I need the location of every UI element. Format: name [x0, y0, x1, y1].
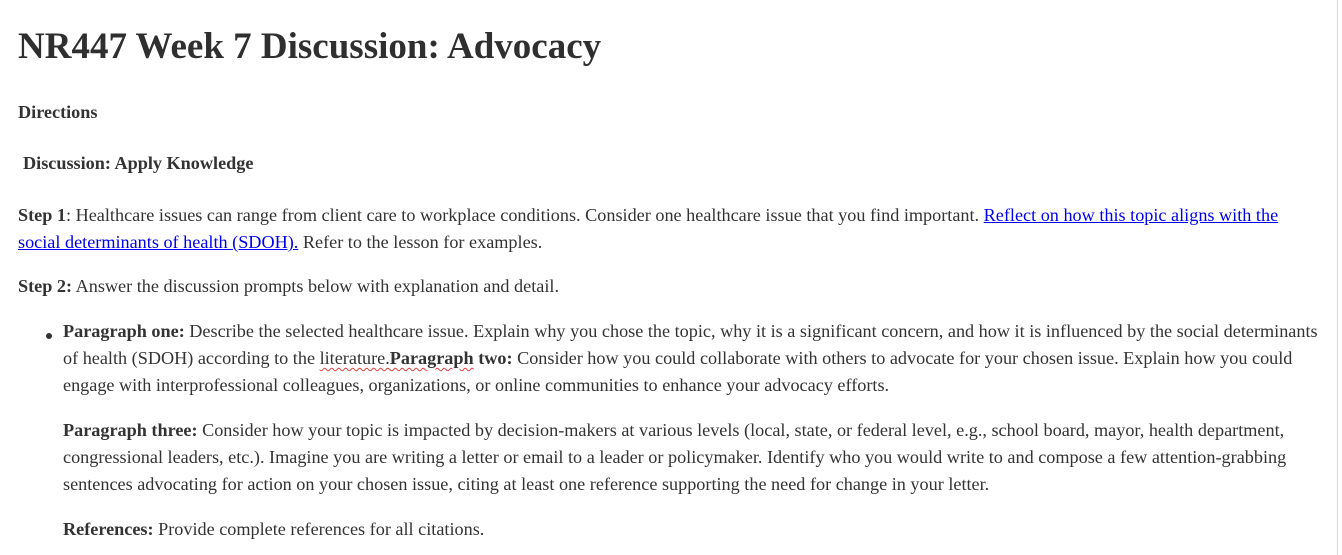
step2-label: Step 2:	[18, 276, 73, 296]
paragraph-two-text: Consider how you could collaborate with others to advocate for your chosen issue. Explain how you could engage with interprofessional colleagues, organizations, or online communities to enhance your advocacy efforts.	[63, 348, 1293, 395]
paragraph-one-item	[63, 318, 1325, 399]
directions-heading: Directions	[18, 102, 98, 122]
sdoh-link[interactable]: Reflect on how this topic aligns with the social determinants of health (SDOH).	[18, 205, 1279, 252]
spellcheck-word: literature.	[319, 348, 390, 368]
step2-paragraph	[18, 273, 559, 300]
paragraph-three	[63, 417, 1325, 498]
step1-text: : Healthcare issues can range from client care to workplace conditions. Consider one healthcare issue that you find important.	[66, 205, 984, 225]
references-text: Provide complete references for all citations.	[153, 519, 485, 539]
paragraph-two-label-rest: two:	[473, 348, 513, 368]
step1-paragraph	[18, 202, 1324, 256]
paragraph-three-text: Consider how your topic is impacted by decision-makers at various levels (local, state, or federal level, e.g., school board, mayor, health department, congressional leaders, etc.). Imagine you are writing a letter or email to a leader or policymaker. Identify who you would write to and compose a few attention-grabbing sentences advocating for action on your chosen issue, citing at least one reference supporting the need for change in your letter.	[63, 420, 1287, 494]
step2-text: Answer the discussion prompts below with explanation and detail.	[72, 276, 560, 296]
bullet-dot	[46, 333, 52, 339]
discussion-heading: Discussion: Apply Knowledge	[23, 153, 254, 173]
page-title: NR447 Week 7 Discussion: Advocacy	[18, 26, 602, 67]
paragraph-one-text: Describe the selected healthcare issue. Explain why you chose the topic, why it is a significant concern, and how it is influenced by the social determinants of health (SDOH) according to the	[63, 321, 1318, 368]
paragraph-one-label: Paragraph one:	[63, 321, 185, 341]
step1-label: Step 1	[18, 205, 66, 225]
paragraph-three-label: Paragraph three:	[63, 420, 198, 440]
step1-after-link: Refer to the lesson for examples.	[298, 232, 543, 252]
paragraph-two-label-word: Paragraph	[389, 348, 474, 368]
references-paragraph	[63, 516, 1325, 543]
references-label: References:	[63, 519, 154, 539]
